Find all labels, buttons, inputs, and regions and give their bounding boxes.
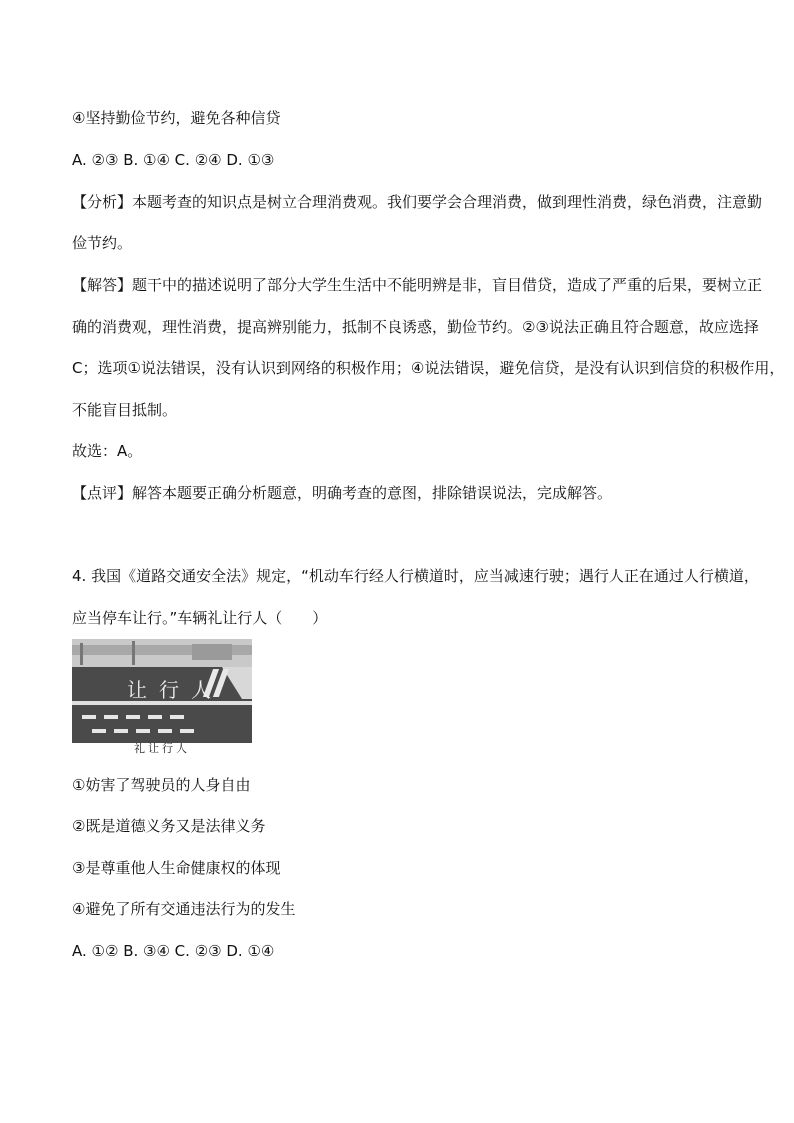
crosswalk-illustration: [72, 639, 252, 743]
q3-analysis-line-2: 俭节约。: [72, 234, 133, 252]
q3-option-4: ④坚持勤俭节约，避免各种信贷: [72, 109, 281, 127]
q3-analysis-line-1: 【分析】本题考查的知识点是树立合理消费观。我们要学会合理消费，做到理性消费，绿色消费，注意勤: [72, 193, 763, 211]
q4-option-4: ④避免了所有交通违法行为的发生: [72, 900, 296, 918]
q3-solution-line-2: 确的消费观，理性消费，提高辨别能力，抵制不良诱惑，勤俭节约。②③说法正确且符合题意，故应选择: [72, 318, 759, 336]
q4-option-2: ②既是道德义务又是法律义务: [72, 817, 266, 835]
q3-solution-line-4: 不能盲目抵制。: [72, 401, 178, 419]
crosswalk-photo: [72, 639, 252, 743]
q3-answer-choices: A. ②③ B. ①④ C. ②④ D. ①③: [72, 151, 275, 169]
figure-caption: 礼让行人: [134, 742, 190, 755]
q3-comment: 【点评】解答本题要正确分析题意，明确考查的意图，排除错误说法，完成解答。: [72, 484, 613, 502]
q3-final-answer: 故选：A。: [72, 442, 143, 460]
q4-answer-choices: A. ①② B. ③④ C. ②③ D. ①④: [72, 942, 275, 960]
q3-solution-line-1: 【解答】题干中的描述说明了部分大学生生活中不能明辨是非，盲目借贷，造成了严重的后果，要树立正: [72, 276, 763, 294]
q4-stem-line-1: 4. 我国《道路交通安全法》规定，“机动车行经人行横道时，应当减速行驶；遇行人正在通过人行横道，: [72, 567, 759, 585]
q4-option-1: ①妨害了驾驶员的人身自由: [72, 776, 251, 794]
q4-stem-line-2: 应当停车让行。”车辆礼让行人（ ）: [72, 609, 328, 627]
road-text: 让行人: [127, 678, 223, 702]
q4-option-3: ③是尊重他人生命健康权的体现: [72, 859, 281, 877]
q3-solution-line-3: C；选项①说法错误，没有认识到网络的积极作用；④说法错误，避免信贷，是没有认识到信贷的积极作用，: [72, 359, 785, 377]
